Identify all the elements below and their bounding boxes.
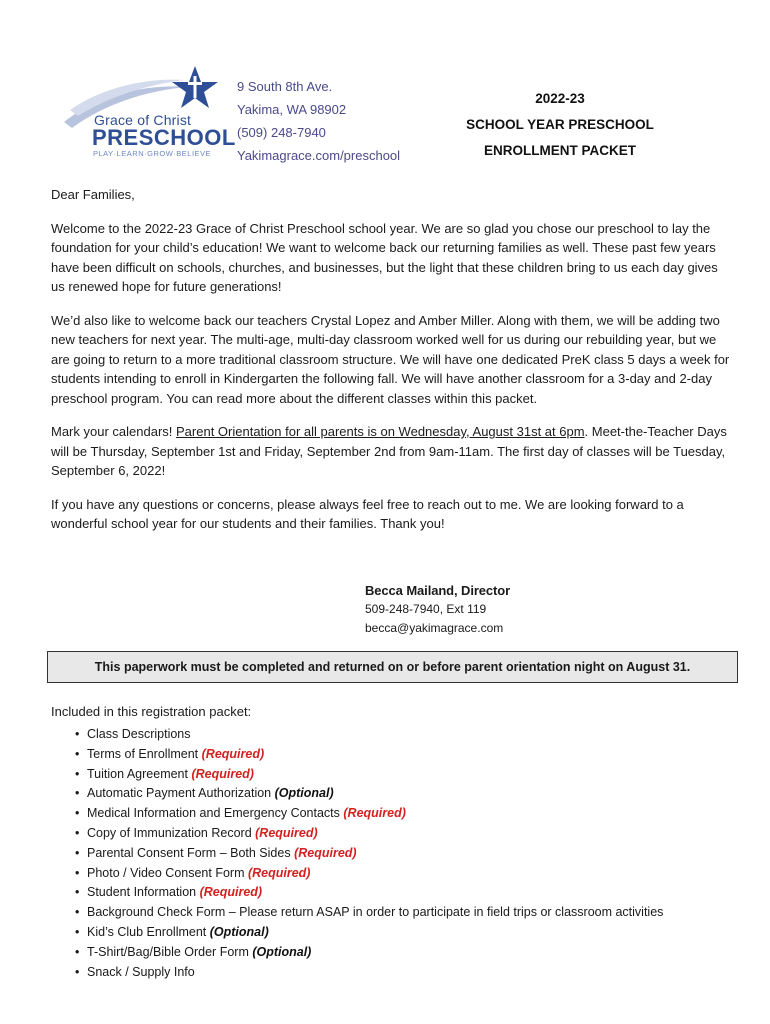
letter-paragraph-2: We’d also like to welcome back our teachers Crystal Lopez and Amber Miller. Along with them, we will be adding two new teachers for next year. The multi-age, multi-day classroom worked well for us during our rebuilding year, but we are going to return to a more traditional classroom structure. We will have one dedicated PreK class 5 days a week for students intending to enroll in Kindergarten the following fall. We will have another classroom for a 3-day and 2-day preschool program. You can read more about the different classes within this packet. xyxy=(51,312,730,406)
letter-greeting: Dear Families, xyxy=(51,187,135,202)
list-item xyxy=(75,804,663,824)
letter-paragraph-4: If you have any questions or concerns, please always feel free to reach out to me. We are looking forward to a wonderful school year for our students and their families. Thank you! xyxy=(51,496,684,531)
bullet-icon: • xyxy=(75,786,80,801)
bullet-icon: • xyxy=(75,845,80,860)
logo-tagline: PLAY·LEARN·GROW·BELIEVE xyxy=(93,149,212,158)
director-phone: 509-248-7940, Ext 119 xyxy=(365,602,487,616)
list-item-text: Terms of Enrollment xyxy=(87,746,202,761)
bullet-icon: • xyxy=(75,865,80,880)
list-item-text: Background Check Form – Please return ASAP in order to participate in field trips or classroom activities xyxy=(87,905,664,920)
list-item-text: Automatic Payment Authorization xyxy=(87,786,275,801)
list-item xyxy=(75,864,663,884)
list-item xyxy=(75,765,663,785)
required-badge: (Required) xyxy=(343,806,406,821)
required-badge: (Required) xyxy=(294,845,357,860)
required-badge: (Required) xyxy=(199,885,263,900)
list-item xyxy=(75,883,663,903)
list-item xyxy=(75,963,663,983)
school-address xyxy=(237,75,400,167)
list-item-text: Photo / Video Consent Form xyxy=(87,865,248,880)
signature-block xyxy=(365,581,510,638)
required-badge: (Required) xyxy=(255,825,318,840)
list-item-text: Copy of Immunization Record xyxy=(87,825,256,840)
required-badge: (Required) xyxy=(247,865,311,880)
optional-badge: (Optional) xyxy=(209,924,269,939)
p3-end: . Meet-the-Teacher Days will be Thursday, September 1st and Friday, September 2nd from 9am-11am. The first day of classes will be Tuesday, September 6, 2022! xyxy=(51,424,727,478)
list-item xyxy=(75,943,663,963)
title-year: 2022-23 xyxy=(535,91,585,106)
list-item-text: Kid’s Club Enrollment xyxy=(87,924,210,939)
list-item xyxy=(75,784,663,804)
list-item-text: T-Shirt/Bag/Bible Order Form xyxy=(87,944,253,959)
address-website: Yakimagrace.com/preschool xyxy=(237,148,401,163)
required-badge: (Required) xyxy=(201,746,265,761)
preschool-logo xyxy=(62,62,236,162)
p3-start: Mark your calendars! xyxy=(51,424,176,439)
included-title: Included in this registration packet: xyxy=(51,704,252,719)
welcome-letter xyxy=(51,185,731,548)
packet-title xyxy=(445,86,675,164)
title-line-3: ENROLLMENT PACKET xyxy=(484,143,636,158)
list-item xyxy=(75,725,663,745)
bullet-icon: • xyxy=(75,964,80,979)
list-item xyxy=(75,923,663,943)
bullet-icon: • xyxy=(75,825,80,840)
letter-paragraph-3 xyxy=(51,422,731,481)
address-city: Yakima, WA 98902 xyxy=(237,102,347,117)
list-item-text: Parental Consent Form – Both Sides xyxy=(87,845,295,860)
bullet-icon: • xyxy=(75,905,80,920)
optional-badge: (Optional) xyxy=(274,786,334,801)
included-items xyxy=(51,725,663,982)
list-item xyxy=(75,824,663,844)
list-item-text: Student Information xyxy=(87,885,200,900)
letter-paragraph-1: Welcome to the 2022-23 Grace of Christ Preschool school year. We are so glad you chose our preschool to lay the foundation for your child’s education! We want to welcome back our returning families as well. These past few years have been difficult on schools, churches, and businesses, but the light that these children bring to us each day gives us renewed hope for future generations! xyxy=(51,220,718,294)
bullet-icon: • xyxy=(75,766,80,781)
list-item-text: Medical Information and Emergency Contacts xyxy=(87,806,344,821)
deadline-notice: This paperwork must be completed and returned on or before parent orientation night on August 31. xyxy=(47,651,738,683)
list-item-text: Tuition Agreement xyxy=(87,766,192,781)
address-phone: (509) 248-7940 xyxy=(237,125,326,140)
list-item-text: Snack / Supply Info xyxy=(87,964,195,979)
address-street: 9 South 8th Ave. xyxy=(237,79,333,94)
bullet-icon: • xyxy=(75,746,80,761)
included-list-section xyxy=(51,704,663,982)
title-line-2: SCHOOL YEAR PRESCHOOL xyxy=(466,117,654,132)
list-item xyxy=(75,745,663,765)
list-item-text: Class Descriptions xyxy=(87,727,191,741)
director-email: becca@yakimagrace.com xyxy=(365,621,504,635)
bullet-icon: • xyxy=(75,924,80,939)
bullet-icon: • xyxy=(75,806,80,821)
logo-text-grace: Grace of Christ xyxy=(94,112,192,128)
required-badge: (Required) xyxy=(191,766,254,781)
logo-text-preschool: PRESCHOOL xyxy=(92,125,236,150)
bullet-icon: • xyxy=(75,727,80,741)
list-item xyxy=(75,844,663,864)
bullet-icon: • xyxy=(75,885,80,900)
director-name: Becca Mailand, Director xyxy=(365,583,511,598)
list-item xyxy=(75,903,663,923)
orientation-date: Parent Orientation for all parents is on Wednesday, August 31st at 6pm xyxy=(176,424,585,439)
bullet-icon: • xyxy=(75,944,80,959)
optional-badge: (Optional) xyxy=(252,944,312,959)
